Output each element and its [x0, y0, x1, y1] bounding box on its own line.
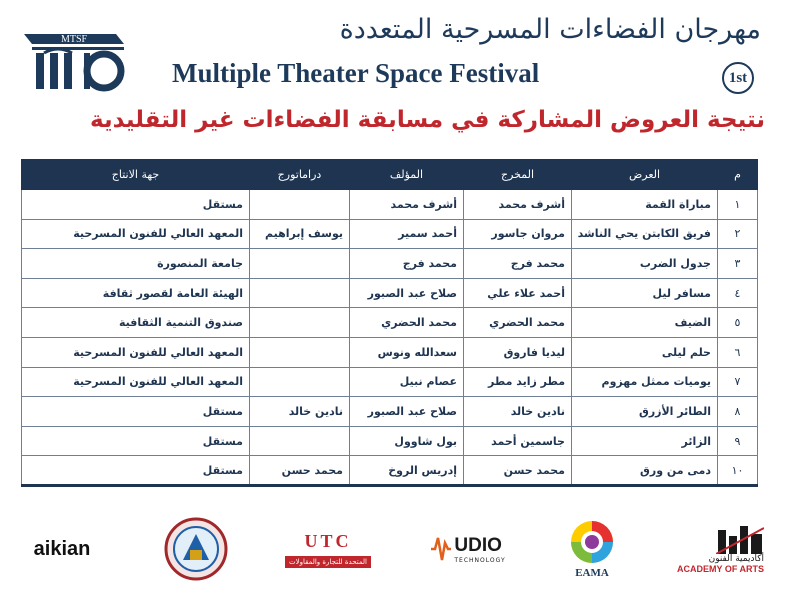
sponsor-audio-logo [424, 516, 512, 582]
director-cell: أشرف محمد [464, 190, 572, 220]
dramaturg-cell: يوسف إبراهيم [250, 219, 350, 249]
logo-text: MTSF [60, 34, 88, 45]
author-cell: بول شاوول [350, 426, 464, 456]
row-number: ٧ [718, 367, 758, 397]
director-cell: أحمد علاء علي [464, 278, 572, 308]
sponsor-aikian-logo [14, 516, 110, 582]
producer-cell: الهيئة العامة لقصور ثقافة [22, 278, 250, 308]
author-cell: محمد فرج [350, 249, 464, 279]
dramaturg-cell [250, 278, 350, 308]
row-number: ٢ [718, 219, 758, 249]
table-row [22, 426, 758, 456]
seal-emblem-icon [163, 516, 229, 582]
sponsor-eama-logo [554, 516, 630, 582]
academy-building-icon [716, 524, 764, 554]
director-cell: جاسمين أحمد [464, 426, 572, 456]
row-number: ٦ [718, 337, 758, 367]
eama-emblem-icon [568, 519, 616, 565]
author-cell: سعدالله ونوس [350, 337, 464, 367]
sponsor-seal-logo [156, 516, 236, 582]
table-row [22, 219, 758, 249]
producer-cell: مستقل [22, 397, 250, 427]
dramaturg-cell [250, 249, 350, 279]
producer-cell: مستقل [22, 456, 250, 486]
table-row [22, 190, 758, 220]
table-row [22, 278, 758, 308]
results-title: نتيجة العروض المشاركة في مسابقة الفضاءات غير التقليدية [90, 107, 765, 133]
column-header-director: المخرج [464, 160, 572, 190]
producer-cell: مستقل [22, 190, 250, 220]
academy-arabic-text: أكاديمية الفنون [708, 554, 764, 564]
edition-badge: 1st [722, 62, 754, 94]
show-cell: فريق الكابتن يحي الناشد [572, 219, 718, 249]
dramaturg-cell [250, 426, 350, 456]
column-header-author: المؤلف [350, 160, 464, 190]
table-row [22, 397, 758, 427]
table-row [22, 367, 758, 397]
show-cell: جدول الضرب [572, 249, 718, 279]
sponsor-academy-of-arts-logo [672, 516, 764, 582]
table-row [22, 456, 758, 486]
director-cell: مطر زايد مطر [464, 367, 572, 397]
column-header-dramaturg: دراماتورج [250, 160, 350, 190]
show-cell: مباراة القمة [572, 190, 718, 220]
eama-text: EAMA [575, 567, 609, 579]
utc-subtitle: المتحدة للتجارة والمقاولات [285, 556, 371, 568]
results-table [21, 159, 758, 487]
show-cell: مسافر ليل [572, 278, 718, 308]
row-number: ٥ [718, 308, 758, 338]
column-header-producer: جهة الانتاج [22, 160, 250, 190]
row-number: ٨ [718, 397, 758, 427]
table-row [22, 337, 758, 367]
author-cell: أحمد سمير [350, 219, 464, 249]
table-row [22, 308, 758, 338]
director-cell: محمد الحضري [464, 308, 572, 338]
author-cell: صلاح عبد الصبور [350, 397, 464, 427]
show-cell: الضيف [572, 308, 718, 338]
row-number: ١ [718, 190, 758, 220]
author-cell: أشرف محمد [350, 190, 464, 220]
show-cell: الزائر [572, 426, 718, 456]
show-cell: دمى من ورق [572, 456, 718, 486]
row-number: ٣ [718, 249, 758, 279]
festival-name-english: Multiple Theater Space Festival [172, 58, 540, 88]
dramaturg-cell [250, 190, 350, 220]
show-cell: حلم ليلى [572, 337, 718, 367]
producer-cell: المعهد العالي للفنون المسرحية [22, 367, 250, 397]
director-cell: نادين خالد [464, 397, 572, 427]
table-row [22, 249, 758, 279]
table-header-row [22, 160, 758, 190]
producer-cell: جامعة المنصورة [22, 249, 250, 279]
author-cell: عصام نبيل [350, 367, 464, 397]
dramaturg-cell: محمد حسن [250, 456, 350, 486]
producer-cell: صندوق التنمية الثقافية [22, 308, 250, 338]
festival-name-arabic: مهرجان الفضاءات المسرحية المتعددة [339, 14, 761, 45]
producer-cell: المعهد العالي للفنون المسرحية [22, 219, 250, 249]
column-header-show: العرض [572, 160, 718, 190]
producer-cell: المعهد العالي للفنون المسرحية [22, 337, 250, 367]
audio-wave-icon [430, 534, 452, 564]
mtsf-logo [20, 22, 130, 102]
producer-cell: مستقل [22, 426, 250, 456]
show-cell: يوميات ممثل مهزوم [572, 367, 718, 397]
author-cell: إدريس الروخ [350, 456, 464, 486]
audio-text: UDIO [454, 534, 502, 556]
director-cell: ليديا فاروق [464, 337, 572, 367]
dramaturg-cell [250, 367, 350, 397]
director-cell: محمد حسن [464, 456, 572, 486]
director-cell: مروان جاسور [464, 219, 572, 249]
row-number: ١٠ [718, 456, 758, 486]
show-cell: الطائر الأزرق [572, 397, 718, 427]
column-header-number: م [718, 160, 758, 190]
utc-text: UTC [304, 530, 352, 551]
aikian-text: aikian [33, 537, 91, 560]
row-number: ٩ [718, 426, 758, 456]
author-cell: صلاح عبد الصبور [350, 278, 464, 308]
dramaturg-cell: نادين خالد [250, 397, 350, 427]
audio-subtitle: TECHNOLOGY [454, 556, 506, 564]
author-cell: محمد الحضري [350, 308, 464, 338]
director-cell: محمد فرج [464, 249, 572, 279]
row-number: ٤ [718, 278, 758, 308]
sponsor-utc-logo [278, 516, 378, 582]
dramaturg-cell [250, 337, 350, 367]
academy-english-text: ACADEMY OF ARTS [676, 564, 764, 574]
dramaturg-cell [250, 308, 350, 338]
